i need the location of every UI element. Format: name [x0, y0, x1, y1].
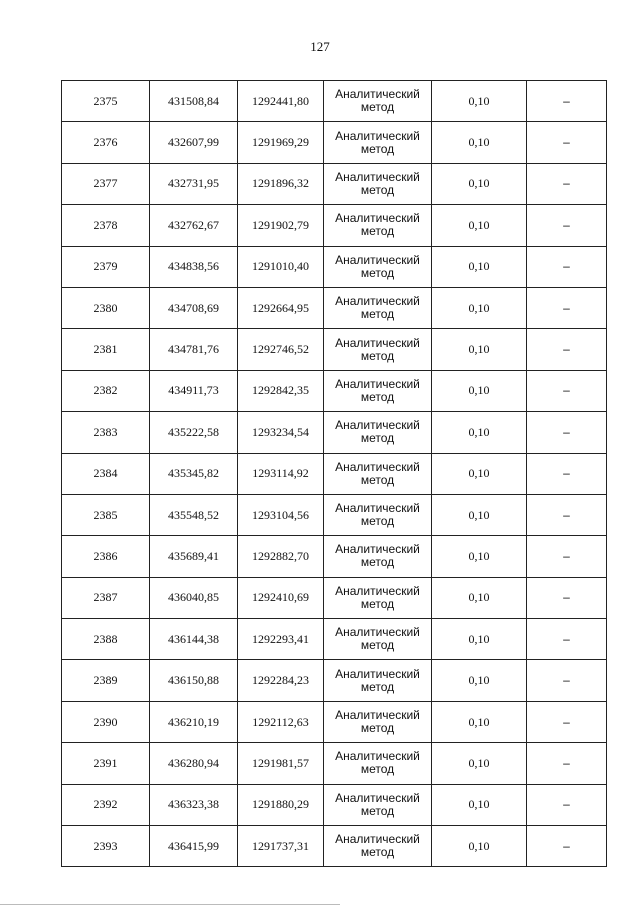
table-row — [62, 660, 607, 701]
y-coordinate-cell: 1292842,35 — [238, 370, 324, 411]
x-coordinate-cell: 434838,56 — [150, 246, 238, 287]
method-line-1: Аналитический — [335, 501, 420, 516]
method-line-1: Аналитический — [335, 169, 420, 184]
point-number-cell: 2393 — [62, 826, 150, 867]
method-cell — [324, 577, 432, 618]
method-line-2: метод — [360, 514, 395, 529]
table-row — [62, 81, 607, 122]
method-line-1: Аналитический — [335, 708, 420, 723]
y-coordinate-cell: 1292284,23 — [238, 660, 324, 701]
point-number-cell: 2392 — [62, 784, 150, 825]
table-row — [62, 784, 607, 825]
note-cell: – — [527, 536, 607, 577]
table-row — [62, 205, 607, 246]
x-coordinate-cell: 432762,67 — [150, 205, 238, 246]
table-row — [62, 246, 607, 287]
method-line-1: Аналитический — [335, 749, 420, 764]
method-line-2: метод — [360, 182, 395, 197]
point-number-cell: 2384 — [62, 453, 150, 494]
table-row — [62, 329, 607, 370]
accuracy-cell: 0,10 — [432, 660, 527, 701]
coordinates-table — [61, 80, 607, 867]
note-cell: – — [527, 122, 607, 163]
method-line-2: метод — [360, 679, 395, 694]
accuracy-cell: 0,10 — [432, 370, 527, 411]
note-cell: – — [527, 329, 607, 370]
method-line-2: метод — [360, 265, 395, 280]
x-coordinate-cell: 436150,88 — [150, 660, 238, 701]
method-cell — [324, 246, 432, 287]
x-coordinate-cell: 434708,69 — [150, 287, 238, 328]
method-line-1: Аналитический — [335, 666, 420, 681]
table-row — [62, 536, 607, 577]
y-coordinate-cell: 1292441,80 — [238, 81, 324, 122]
note-cell: – — [527, 660, 607, 701]
accuracy-cell: 0,10 — [432, 701, 527, 742]
method-cell — [324, 743, 432, 784]
table-row — [62, 826, 607, 867]
table-row — [62, 619, 607, 660]
note-cell: – — [527, 577, 607, 618]
method-line-2: метод — [360, 762, 395, 777]
table-row — [62, 494, 607, 535]
accuracy-cell: 0,10 — [432, 784, 527, 825]
x-coordinate-cell: 432607,99 — [150, 122, 238, 163]
x-coordinate-cell: 436144,38 — [150, 619, 238, 660]
method-cell — [324, 826, 432, 867]
method-line-1: Аналитический — [335, 583, 420, 598]
x-coordinate-cell: 432731,95 — [150, 163, 238, 204]
accuracy-cell: 0,10 — [432, 122, 527, 163]
method-cell — [324, 536, 432, 577]
point-number-cell: 2390 — [62, 701, 150, 742]
method-line-2: метод — [360, 431, 395, 446]
point-number-cell: 2389 — [62, 660, 150, 701]
table-row — [62, 412, 607, 453]
note-cell: – — [527, 370, 607, 411]
method-cell — [324, 412, 432, 453]
table-row — [62, 287, 607, 328]
method-line-1: Аналитический — [335, 418, 420, 433]
method-cell — [324, 619, 432, 660]
method-line-1: Аналитический — [335, 294, 420, 309]
method-line-1: Аналитический — [335, 376, 420, 391]
y-coordinate-cell: 1292112,63 — [238, 701, 324, 742]
method-line-2: метод — [360, 307, 395, 322]
accuracy-cell: 0,10 — [432, 743, 527, 784]
method-line-2: метод — [360, 721, 395, 736]
x-coordinate-cell: 435222,58 — [150, 412, 238, 453]
point-number-cell: 2376 — [62, 122, 150, 163]
method-cell — [324, 81, 432, 122]
method-line-2: метод — [360, 224, 395, 239]
y-coordinate-cell: 1291737,31 — [238, 826, 324, 867]
point-number-cell: 2375 — [62, 81, 150, 122]
y-coordinate-cell: 1292410,69 — [238, 577, 324, 618]
accuracy-cell: 0,10 — [432, 287, 527, 328]
method-cell — [324, 163, 432, 204]
x-coordinate-cell: 434911,73 — [150, 370, 238, 411]
y-coordinate-cell: 1292664,95 — [238, 287, 324, 328]
accuracy-cell: 0,10 — [432, 826, 527, 867]
point-number-cell: 2379 — [62, 246, 150, 287]
method-line-2: метод — [360, 638, 395, 653]
y-coordinate-cell: 1293234,54 — [238, 412, 324, 453]
method-cell — [324, 453, 432, 494]
method-line-1: Аналитический — [335, 87, 420, 102]
point-number-cell: 2380 — [62, 287, 150, 328]
x-coordinate-cell: 436040,85 — [150, 577, 238, 618]
y-coordinate-cell: 1293104,56 — [238, 494, 324, 535]
page-number: 127 — [310, 39, 330, 54]
accuracy-cell: 0,10 — [432, 329, 527, 370]
method-cell — [324, 784, 432, 825]
accuracy-cell: 0,10 — [432, 412, 527, 453]
x-coordinate-cell: 435689,41 — [150, 536, 238, 577]
x-coordinate-cell: 436280,94 — [150, 743, 238, 784]
y-coordinate-cell: 1292293,41 — [238, 619, 324, 660]
method-line-2: метод — [360, 141, 395, 156]
note-cell: – — [527, 163, 607, 204]
point-number-cell: 2382 — [62, 370, 150, 411]
method-line-2: метод — [360, 389, 395, 404]
x-coordinate-cell: 436415,99 — [150, 826, 238, 867]
method-cell — [324, 329, 432, 370]
method-line-2: метод — [360, 596, 395, 611]
method-line-2: метод — [360, 100, 395, 115]
method-cell — [324, 122, 432, 163]
method-line-1: Аналитический — [335, 459, 420, 474]
y-coordinate-cell: 1291010,40 — [238, 246, 324, 287]
point-number-cell: 2381 — [62, 329, 150, 370]
note-cell: – — [527, 412, 607, 453]
note-cell: – — [527, 494, 607, 535]
accuracy-cell: 0,10 — [432, 536, 527, 577]
y-coordinate-cell: 1291880,29 — [238, 784, 324, 825]
accuracy-cell: 0,10 — [432, 619, 527, 660]
table-row — [62, 163, 607, 204]
method-cell — [324, 701, 432, 742]
note-cell: – — [527, 205, 607, 246]
point-number-cell: 2378 — [62, 205, 150, 246]
method-cell — [324, 205, 432, 246]
x-coordinate-cell: 434781,76 — [150, 329, 238, 370]
accuracy-cell: 0,10 — [432, 453, 527, 494]
method-line-2: метод — [360, 348, 395, 363]
note-cell: – — [527, 701, 607, 742]
x-coordinate-cell: 435548,52 — [150, 494, 238, 535]
y-coordinate-cell: 1291902,79 — [238, 205, 324, 246]
method-cell — [324, 287, 432, 328]
method-line-1: Аналитический — [335, 252, 420, 267]
method-line-1: Аналитический — [335, 211, 420, 226]
method-line-2: метод — [360, 472, 395, 487]
x-coordinate-cell: 436210,19 — [150, 701, 238, 742]
note-cell: – — [527, 826, 607, 867]
accuracy-cell: 0,10 — [432, 81, 527, 122]
y-coordinate-cell: 1291969,29 — [238, 122, 324, 163]
note-cell: – — [527, 453, 607, 494]
y-coordinate-cell: 1291896,32 — [238, 163, 324, 204]
table-row — [62, 701, 607, 742]
note-cell: – — [527, 743, 607, 784]
y-coordinate-cell: 1292882,70 — [238, 536, 324, 577]
note-cell: – — [527, 246, 607, 287]
method-line-2: метод — [360, 555, 395, 570]
point-number-cell: 2388 — [62, 619, 150, 660]
y-coordinate-cell: 1293114,92 — [238, 453, 324, 494]
table-row — [62, 577, 607, 618]
point-number-cell: 2391 — [62, 743, 150, 784]
point-number-cell: 2387 — [62, 577, 150, 618]
y-coordinate-cell: 1292746,52 — [238, 329, 324, 370]
note-cell: – — [527, 81, 607, 122]
method-line-2: метод — [360, 803, 395, 818]
point-number-cell: 2377 — [62, 163, 150, 204]
note-cell: – — [527, 784, 607, 825]
table-row — [62, 370, 607, 411]
x-coordinate-cell: 431508,84 — [150, 81, 238, 122]
note-cell: – — [527, 287, 607, 328]
x-coordinate-cell: 435345,82 — [150, 453, 238, 494]
method-line-1: Аналитический — [335, 542, 420, 557]
x-coordinate-cell: 436323,38 — [150, 784, 238, 825]
accuracy-cell: 0,10 — [432, 205, 527, 246]
method-cell — [324, 370, 432, 411]
accuracy-cell: 0,10 — [432, 163, 527, 204]
table-body — [62, 81, 607, 867]
method-line-1: Аналитический — [335, 335, 420, 350]
method-line-1: Аналитический — [335, 790, 420, 805]
method-cell — [324, 660, 432, 701]
table-row — [62, 122, 607, 163]
method-line-1: Аналитический — [335, 625, 420, 640]
table-row — [62, 453, 607, 494]
point-number-cell: 2385 — [62, 494, 150, 535]
method-line-2: метод — [360, 845, 395, 860]
table-row — [62, 743, 607, 784]
method-line-1: Аналитический — [335, 128, 420, 143]
accuracy-cell: 0,10 — [432, 246, 527, 287]
note-cell: – — [527, 619, 607, 660]
accuracy-cell: 0,10 — [432, 494, 527, 535]
point-number-cell: 2383 — [62, 412, 150, 453]
y-coordinate-cell: 1291981,57 — [238, 743, 324, 784]
accuracy-cell: 0,10 — [432, 577, 527, 618]
method-cell — [324, 494, 432, 535]
point-number-cell: 2386 — [62, 536, 150, 577]
method-line-1: Аналитический — [335, 832, 420, 847]
